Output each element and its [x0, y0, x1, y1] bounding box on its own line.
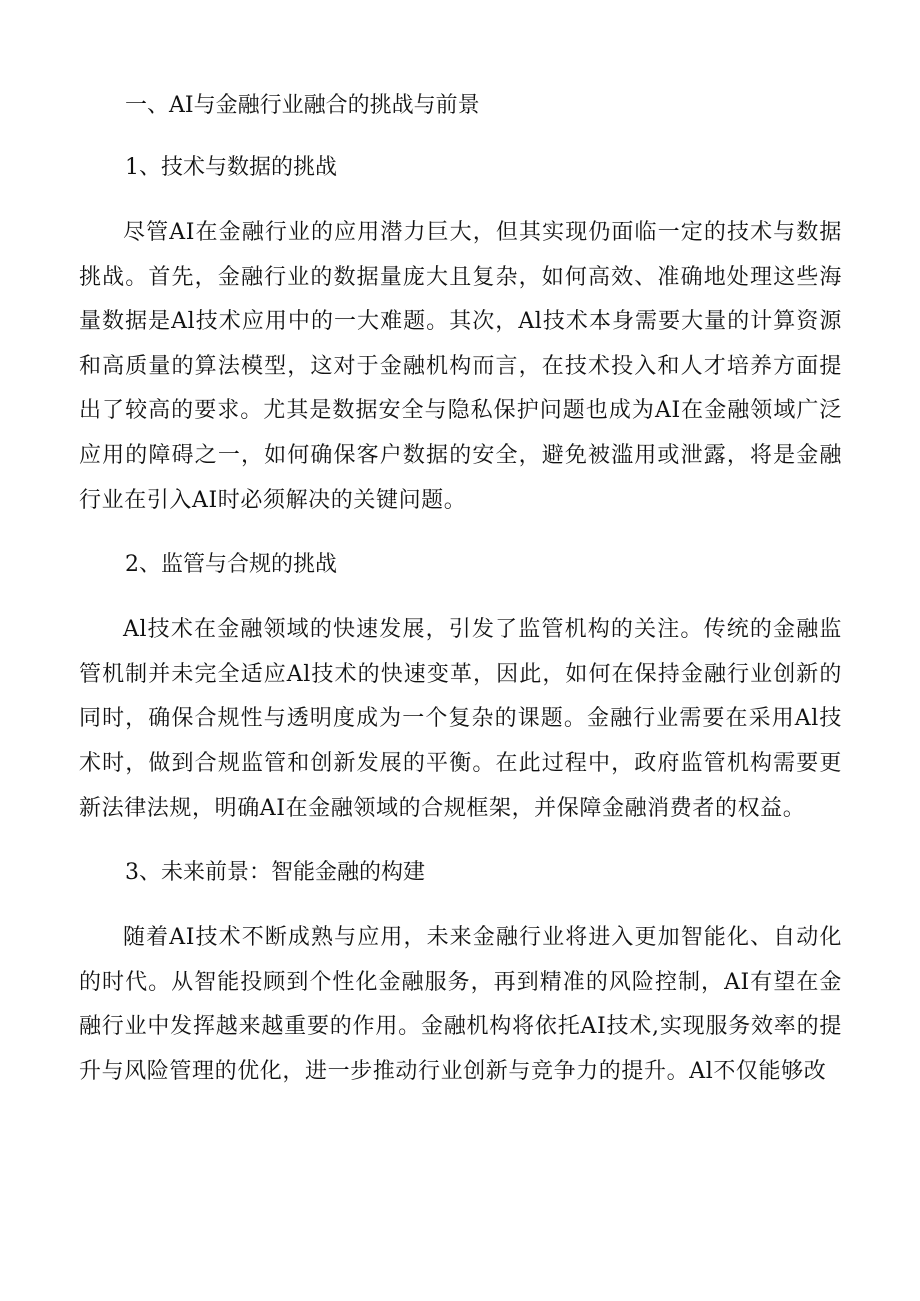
subsection-paragraph-2: Al技术在金融领域的快速发展，引发了监管机构的关注。传统的金融监管机制并未完全适应Al技术的快速变革，因此，如何在保持金融行业创新的同时，确保合规性与透明度成为一个复杂的课题。金融行业需要在采用Al技术时，做到合规监管和创新发展的平衡。在此过程中，政府监管机构需要更新法律法规，明确AI在金融领域的合规框架，并保障金融消费者的权益。 — [79, 617, 842, 821]
subsection-heading-3: 3、未来前景：智能金融的构建 — [125, 860, 425, 886]
subsection-paragraph-1: 尽管AI在金融行业的应用潜力巨大，但其实现仍面临一定的技术与数据挑战。首先，金融行业的数据量庞大且复杂，如何高效、准确地处理这些海量数据是Al技术应用中的一大难题。其次，Al技术本身需要大量的计算资源和高质量的算法模型，这对于金融机构而言，在技术投入和人才培养方面提出了较高的要求。尤其是数据安全与隐私保护问题也成为AI在金融领域广泛应用的障碍之一，如何确保客户数据的安全，避免被滥用或泄露，将是金融行业在引入AI时必须解决的关键问题。 — [79, 220, 842, 513]
subsection-paragraph-3: 随着AI技术不断成熟与应用，未来金融行业将进入更加智能化、自动化的时代。从智能投顾到个性化金融服务，再到精准的风险控制，AI有望在金融行业中发挥越来越重要的作用。金融机构将依托AI技术,实现服务效率的提升与风险管理的优化，进一步推动行业创新与竞争力的提升。Al不仅能够改 — [79, 925, 842, 1084]
subsection-heading-2: 2、监管与合规的挑战 — [125, 552, 337, 578]
section-title: 一、AI与金融行业融合的挑战与前景 — [125, 93, 480, 118]
subsection-heading-1: 1、技术与数据的挑战 — [125, 155, 337, 180]
